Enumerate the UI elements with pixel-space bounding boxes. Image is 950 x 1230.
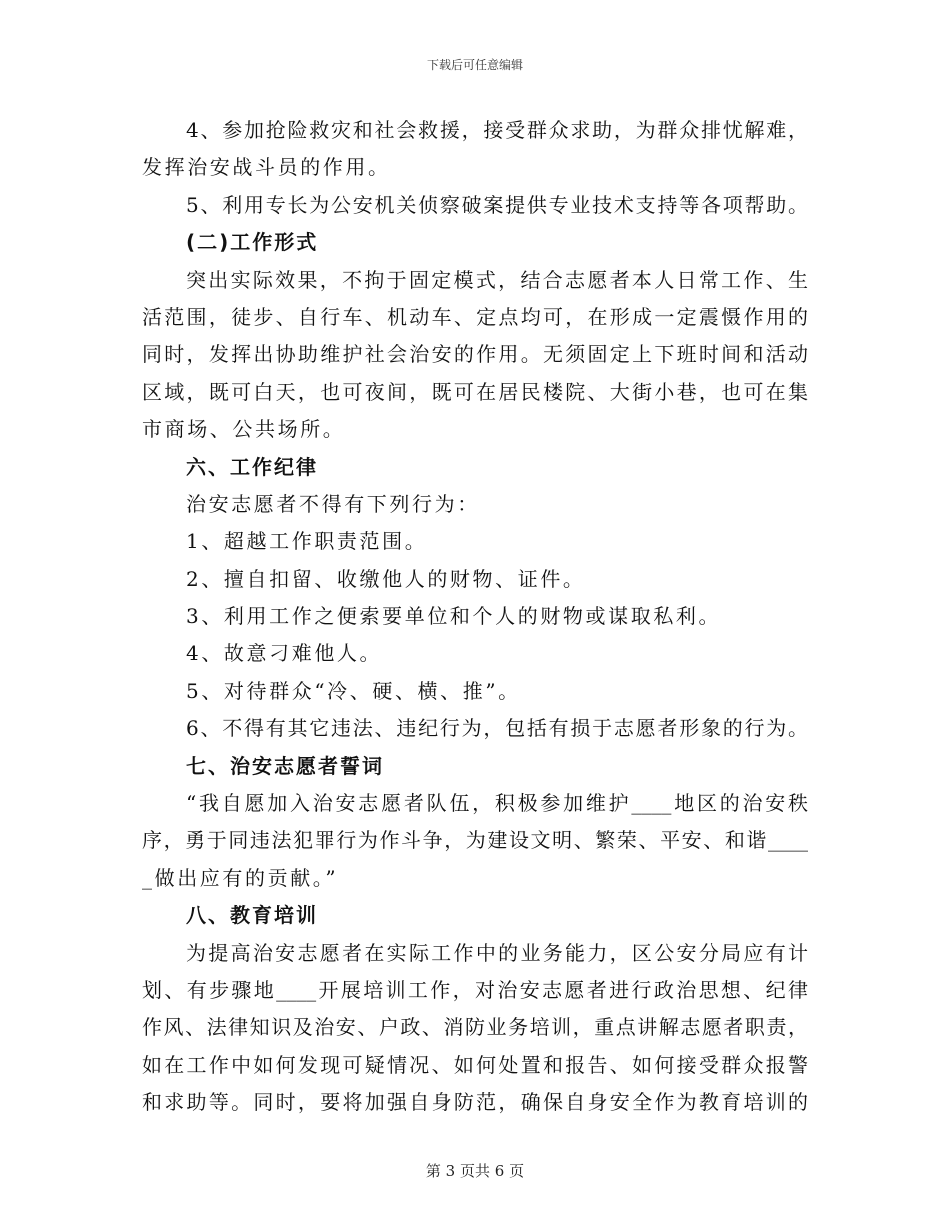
body-text-line: 发挥治安战斗员的作用。 [142,155,391,180]
body-text-line: 活范围，徒步、自行车、机动车、定点均可，在形成一定震慑作用的 [142,304,808,329]
body-text-line: 和求助等。同时，要将加强自身防范，确保自身安全作为教育培训的 [142,1090,808,1115]
body-text-line: “我自愿加入治安志愿者队伍，积极参加维护____地区的治安秩 [186,791,808,816]
body-text-line: 突出实际效果，不拘于固定模式，结合志愿者本人日常工作、生 [186,267,808,292]
body-text-line: 划、有步骤地____开展培训工作，对治安志愿者进行政治思想、纪律 [142,977,808,1002]
body-text-line: 5、利用专长为公安机关侦察破案提供专业技术支持等各项帮助。 [186,192,808,217]
body-text-line: 4、参加抢险救灾和社会救援，接受群众求助，为群众排忧解难， [186,118,808,142]
body-text-line: 如在工作中如何发现可疑情况、如何处置和报告、如何接受群众报警 [142,1052,808,1077]
section-heading: 六、工作纪律 [186,454,318,479]
body-text-line: 2、擅自扣留、收缴他人的财物、证件。 [186,566,586,591]
body-text-line: _做出应有的贡献。” [142,865,339,890]
body-text-line: 序，勇于同违法犯罪行为作斗争，为建设文明、繁荣、平安、和谐____ [142,828,808,853]
body-text-line: 市商场、公共场所。 [142,417,346,442]
body-text-line: 3、利用工作之便索要单位和个人的财物或谋取私利。 [186,604,722,629]
section-heading: 八、教育培训 [186,903,318,928]
page-footer: 第 3 页共 6 页 [425,1162,525,1180]
body-text-line: 4、故意刁难他人。 [186,641,383,666]
body-text-line: 5、对待群众“冷、硬、横、推”。 [186,678,521,703]
body-text-line: 6、不得有其它违法、违纪行为，包括有损于志愿者形象的行为。 [186,716,808,741]
section-heading: 七、治安志愿者誓词 [186,753,384,778]
body-text-line: 区域，既可白天，也可夜间，既可在居民楼院、大街小巷，也可在集 [142,379,808,404]
body-text-line: 治安志愿者不得有下列行为： [186,491,480,516]
section-heading: (二)工作形式 [186,230,319,255]
page-header: 下载后可任意编辑 [426,58,523,72]
document-body [142,112,808,1122]
body-text-line: 1、超越工作职责范围。 [186,529,428,554]
body-text-line: 同时，发挥出协助维护社会治安的作用。无须固定上下班时间和活动 [142,342,808,367]
body-text-line: 作风、法律知识及治安、户政、消防业务培训，重点讲解志愿者职责， [142,1015,808,1040]
body-text-line: 为提高治安志愿者在实际工作中的业务能力，区公安分局应有计 [186,940,808,965]
